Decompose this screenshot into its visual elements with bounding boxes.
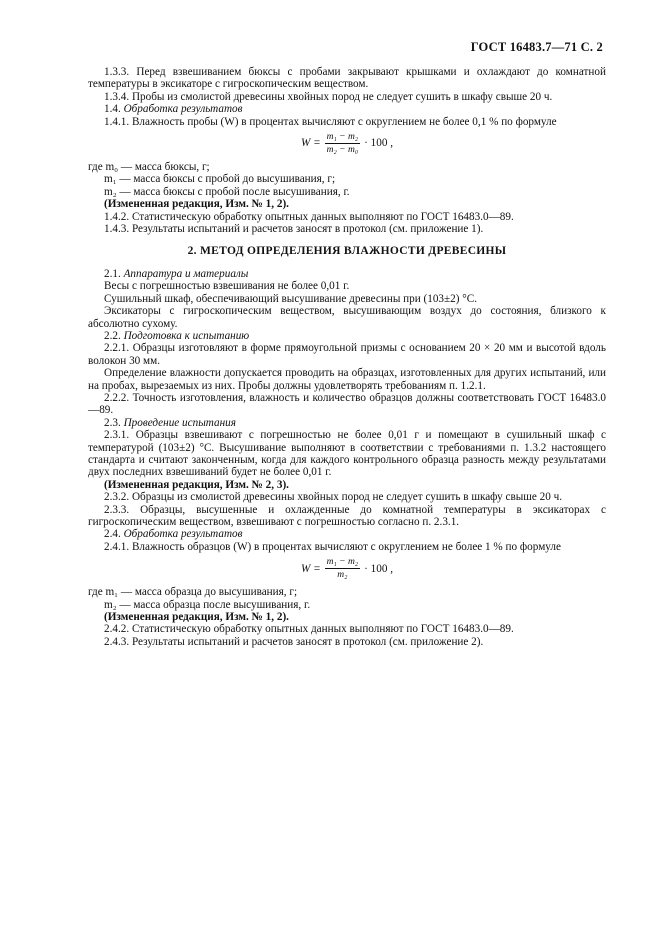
equipment-scales: Весы с погрешностью взвешивания не более 0,01 г. bbox=[104, 280, 350, 293]
heading-2-2-title: Подготовка к испытанию bbox=[123, 329, 250, 342]
formula-1-numerator: m₁ − m₂ bbox=[326, 132, 359, 143]
heading-1-4-number: 1.4. bbox=[104, 103, 121, 116]
clause-2-4-2: 2.4.2. Статистическую обработку опытных данных выполняют по ГОСТ 16483.0—89. bbox=[104, 623, 514, 636]
formula-2-rhs: · 100 , bbox=[364, 562, 394, 575]
formula-1-lhs: W = bbox=[300, 137, 321, 150]
legend-sample-m2: m₂ — масса образца после высушивания, г. bbox=[104, 598, 311, 611]
amendment-note-1: (Измененная редакция, Изм. № 1, 2). bbox=[104, 198, 289, 211]
heading-2-1-title: Аппаратура и материалы bbox=[123, 267, 249, 280]
heading-2-3-title: Проведение испытания bbox=[123, 416, 236, 429]
amendment-note-2: (Измененная редакция, Изм. № 2, 3). bbox=[104, 478, 289, 491]
formula-2-denominator: m₂ bbox=[337, 570, 348, 581]
formula-1-denominator: m₂ − m₀ bbox=[326, 145, 359, 156]
clause-2-4-3: 2.4.3. Результаты испытаний и расчетов заносят в протокол (см. приложение 2). bbox=[104, 635, 484, 648]
clause-1-3-3: 1.3.3. Перед взвешиванием бюксы с пробами закрывают крышками и охлаждают до комнатной температуры в эксикаторе с гигроскопическим веществом. bbox=[88, 66, 606, 91]
amendment-note-3: (Измененная редакция, Изм. № 1, 2). bbox=[104, 611, 289, 624]
heading-2-2-number: 2.2. bbox=[104, 329, 121, 342]
clause-2-3-2: 2.3.2. Образцы из смолистой древесины хвойных пород не следует сушить в шкафу свыше 20 ч. bbox=[104, 491, 563, 504]
legend-m2: m₂ — масса бюксы с пробой после высушивания, г. bbox=[104, 185, 350, 198]
moisture-definition: Определение влажности допускается проводить на образцах, изготовленных для других испытаний, или на пробах, вырезаемых из них. Пробы должны удовлетворять требованиям п. 1.2.1. bbox=[88, 367, 606, 392]
formula-1 bbox=[88, 131, 606, 156]
legend-m0: где m₀ — масса бюксы, г; bbox=[88, 161, 210, 174]
formula-2-fraction bbox=[325, 556, 361, 581]
heading-1-4 bbox=[88, 103, 606, 115]
clause-1-4-3: 1.4.3. Результаты испытаний и расчетов заносят в протокол (см. приложение 1). bbox=[104, 223, 484, 236]
heading-2-3-number: 2.3. bbox=[104, 416, 121, 429]
formula-2-numerator: m₁ − m₂ bbox=[326, 557, 359, 568]
page-header: ГОСТ 16483.7—71 С. 2 bbox=[470, 40, 603, 54]
section-2-title: 2. МЕТОД ОПРЕДЕЛЕНИЯ ВЛАЖНОСТИ ДРЕВЕСИНЫ bbox=[187, 245, 507, 258]
legend-m1: m₁ — масса бюксы с пробой до высушивания, г; bbox=[104, 173, 336, 186]
equipment-oven: Сушильный шкаф, обеспечивающий высушивание древесины при (103±2) °С. bbox=[104, 292, 477, 305]
clause-1-3-4: 1.3.4. Пробы из смолистой древесины хвойных пород не следует сушить в шкафу свыше 20 ч. bbox=[104, 90, 553, 103]
heading-2-4-title: Обработка результатов bbox=[123, 528, 243, 541]
heading-1-4-title: Обработка результатов bbox=[123, 103, 243, 116]
formula-1-rhs: · 100 , bbox=[364, 137, 394, 150]
heading-2-1-number: 2.1. bbox=[104, 267, 121, 280]
heading-2-4-number: 2.4. bbox=[104, 528, 121, 541]
formula-2 bbox=[88, 556, 606, 581]
clause-1-4-2: 1.4.2. Статистическую обработку опытных данных выполняют по ГОСТ 16483.0—89. bbox=[104, 210, 514, 223]
heading-2-1 bbox=[88, 268, 606, 280]
clause-2-3-3: 2.3.3. Образцы, высушенные и охлажденные до комнатной температуры в эксикаторах с гигроскопическим веществом, взвешивают с погрешностью согласно п. 2.3.1. bbox=[88, 503, 606, 528]
formula-2-lhs: W = bbox=[300, 562, 321, 575]
heading-2-3 bbox=[88, 417, 606, 429]
clause-2-4-1: 2.4.1. Влажность образцов (W) в процентах вычисляют с округлением не более 1 % по формуле bbox=[104, 540, 561, 553]
clause-2-2-2: 2.2.2. Точность изготовления, влажность и количество образцов должны соответствовать ГОСТ 16483.0—89. bbox=[88, 391, 606, 417]
heading-2-4 bbox=[88, 528, 606, 540]
clause-2-2-1: 2.2.1. Образцы изготовляют в форме прямоугольной призмы с основанием 20 × 20 мм и высотой вдоль волокон 30 мм. bbox=[88, 342, 606, 367]
document-body bbox=[88, 66, 606, 648]
heading-2-2 bbox=[88, 330, 606, 342]
legend-sample-m1: где m₁ — масса образца до высушивания, г; bbox=[88, 586, 298, 599]
formula-1-fraction bbox=[325, 131, 361, 156]
clause-1-4-1: 1.4.1. Влажность пробы (W) в процентах вычисляют с округлением не более 0,1 % по формуле bbox=[104, 115, 557, 128]
clause-2-3-1: 2.3.1. Образцы взвешивают с погрешностью не более 0,01 г и помещают в сушильный шкаф с температурой (103±2) °С. Высушивание выполняют в соответствии с требованиями п. 1.3.2 настоящего стандарта и считают законченным, когда для каждого контрольного образца разность между результатами двух последних взвешиваний будет не более 0,01 г. bbox=[88, 429, 606, 479]
equipment-desiccator: Эксикаторы с гигроскопическим веществом, высушивающим воздух до состояния, близкого к абсолютно сухому. bbox=[88, 305, 606, 330]
